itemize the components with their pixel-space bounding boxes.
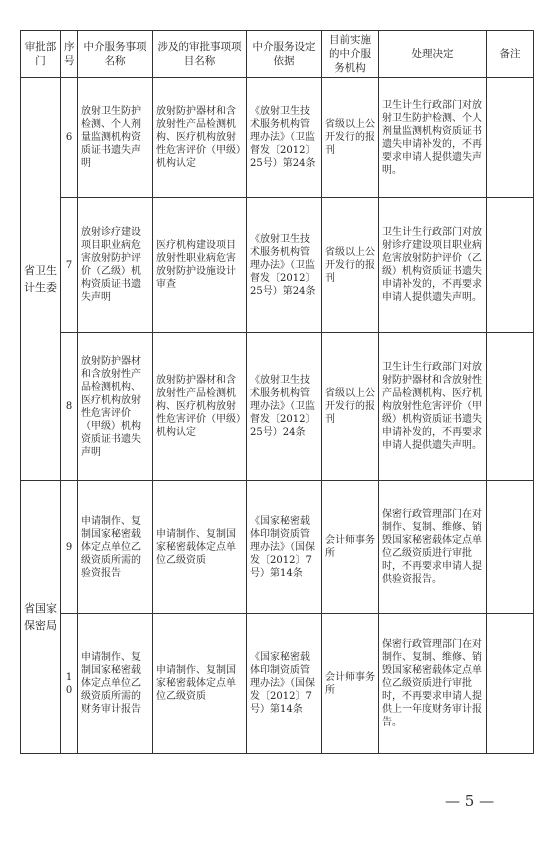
- seq-cell: 10: [61, 614, 78, 754]
- table-row: [21, 481, 534, 614]
- service-cell: 放射卫生防护检测、个人剂量监测机构资质证书遗失声明: [78, 78, 153, 198]
- approval-cell: 申请制作、复制国家秘密载体定点单位乙级资质: [153, 481, 247, 614]
- note-cell: [487, 614, 534, 754]
- basis-cell: 《国家秘密载体印制资质管理办法》（国保发〔2012〕7号）第14条: [247, 481, 322, 614]
- service-cell: 放射防护器材和含放射性产品检测机构、医疗机构放射性危害评价（甲级）机构资质证书遗失声明: [78, 333, 153, 481]
- org-cell: 会计师事务所: [322, 614, 379, 754]
- seq-cell: 8: [61, 333, 78, 481]
- header-dept: 审批部门: [21, 31, 61, 78]
- note-cell: [487, 481, 534, 614]
- table-row: [21, 78, 534, 198]
- seq-cell: 9: [61, 481, 78, 614]
- header-note: 备注: [487, 31, 534, 78]
- decision-cell: 卫生计生行政部门对放射诊疗建设项目职业病危害放射防护评价（乙级）机构资质证书遗失申请补发的，不再要求申请人提供遗失声明。: [379, 198, 487, 333]
- table-row: [21, 614, 534, 754]
- table-header-row: [21, 31, 534, 78]
- header-org: 目前实施的中介服务机构: [322, 31, 379, 78]
- header-service: 中介服务事项名称: [78, 31, 153, 78]
- decision-cell: 卫生计生行政部门对放射防护器材和含放射性产品检测机构、医疗机构放射性危害评价（甲级）机构资质证书遗失申请补发的，不再要求申请人提供遗失声明。: [379, 333, 487, 481]
- dept-cell: 省卫生计生委: [21, 78, 61, 481]
- intermediary-services-table: [20, 30, 534, 754]
- basis-cell: 《放射卫生技术服务机构管理办法》（卫监督发〔2012〕25号）24条: [247, 333, 322, 481]
- header-seq: 序号: [61, 31, 78, 78]
- decision-cell: 保密行政管理部门在对制作、复制、维修、销毁国家秘密载体定点单位乙级资质进行审批时，不再要求申请人提供上一年度财务审计报告。: [379, 614, 487, 754]
- table-row: [21, 333, 534, 481]
- note-cell: [487, 333, 534, 481]
- seq-cell: 6: [61, 78, 78, 198]
- approval-cell: 医疗机构建设项目放射性职业病危害放射防护设施设计审查: [153, 198, 247, 333]
- header-basis: 中介服务设定依据: [247, 31, 322, 78]
- service-cell: 申请制作、复制国家秘密载体定点单位乙级资质所需的验资报告: [78, 481, 153, 614]
- service-cell: 放射诊疗建设项目职业病危害放射防护评价（乙级）机构资质证书遗失声明: [78, 198, 153, 333]
- decision-cell: 卫生计生行政部门对放射卫生防护检测、个人剂量监测机构资质证书遗失申请补发的，不再要求申请人提供遗失声明。: [379, 78, 487, 198]
- service-cell: 申请制作、复制国家秘密载体定点单位乙级资质所需的财务审计报告: [78, 614, 153, 754]
- table-row: [21, 198, 534, 333]
- page-number: — 5 —: [445, 792, 495, 810]
- note-cell: [487, 198, 534, 333]
- org-cell: 省级以上公开发行的报刊: [322, 78, 379, 198]
- org-cell: 省级以上公开发行的报刊: [322, 198, 379, 333]
- approval-cell: 申请制作、复制国家秘密载体定点单位乙级资质: [153, 614, 247, 754]
- basis-cell: 《国家秘密载体印制资质管理办法》（国保发〔2012〕7号）第14条: [247, 614, 322, 754]
- decision-cell: 保密行政管理部门在对制作、复制、维修、销毁国家秘密载体定点单位乙级资质进行审批时，不再要求申请人提供验资报告。: [379, 481, 487, 614]
- header-decision: 处理决定: [379, 31, 487, 78]
- approval-cell: 放射防护器材和含放射性产品检测机构、医疗机构放射性危害评价（甲级）机构认定: [153, 333, 247, 481]
- header-approval: 涉及的审批事项项目名称: [153, 31, 247, 78]
- note-cell: [487, 78, 534, 198]
- approval-cell: 放射防护器材和含放射性产品检测机构、医疗机构放射性危害评价（甲级）机构认定: [153, 78, 247, 198]
- basis-cell: 《放射卫生技术服务机构管理办法》（卫监督发〔2012〕25号）第24条: [247, 78, 322, 198]
- basis-cell: 《放射卫生技术服务机构管理办法》（卫监督发〔2012〕25号）第24条: [247, 198, 322, 333]
- dept-cell: 省国家保密局: [21, 481, 61, 754]
- org-cell: 会计师事务所: [322, 481, 379, 614]
- org-cell: 省级以上公开发行的报刊: [322, 333, 379, 481]
- seq-cell: 7: [61, 198, 78, 333]
